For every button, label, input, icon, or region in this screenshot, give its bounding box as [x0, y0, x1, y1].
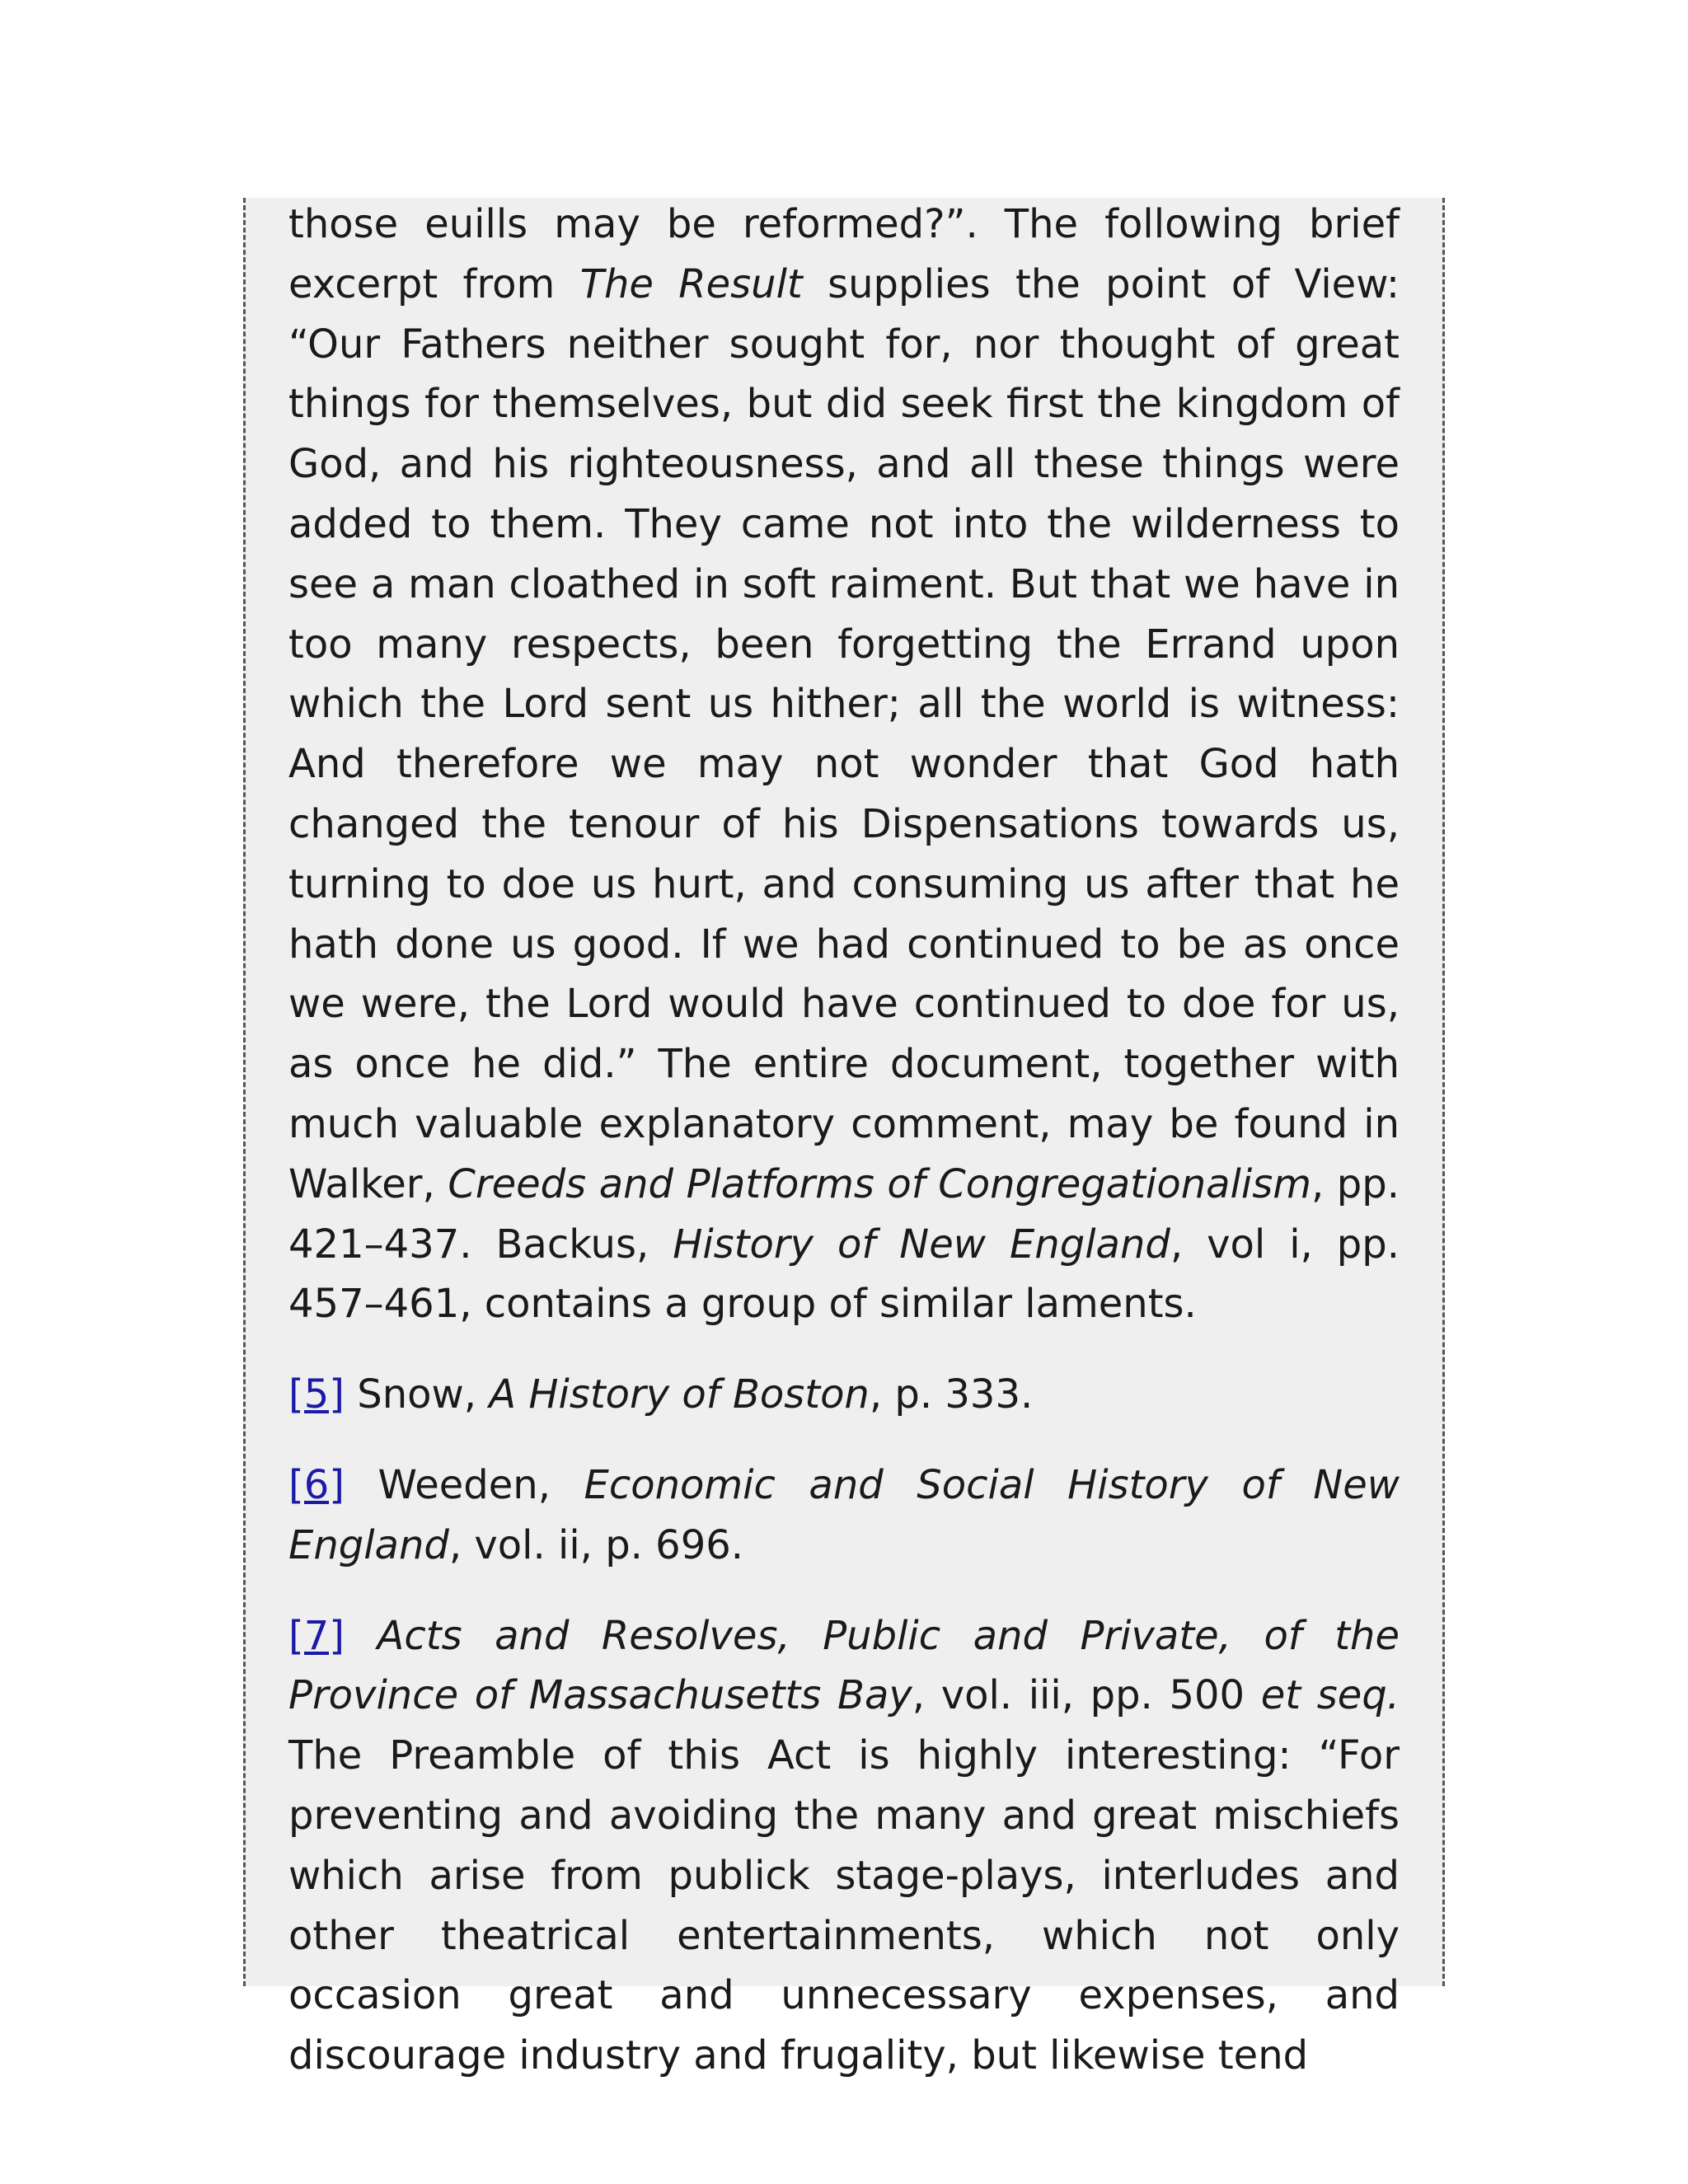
footnote-7 — [288, 1606, 1400, 2086]
footnotes-content — [288, 198, 1400, 2116]
footnote-text: , p. 333. — [869, 1371, 1034, 1418]
italic-title: A History of Boston — [489, 1371, 870, 1418]
italic-title: Acts and Resolves, Public and Private, of the Province of Massachusetts Bay — [288, 1612, 1400, 1719]
footnote-text: supplies the point of View: “Our Fathers neither sought for, nor thought of great things for themselves, but did seek first the kingdom of God, and his righteousness, and all these things were added to them. They came not into the wilderness to see a man cloathed in soft raiment. But that we have in too many respects, been forgetting the Errand upon which the Lord sent us hither; all the world is witness: And therefore we may not wonder that God hath changed the tenour of his Dispensations towards us, turning to doe us hurt, and consuming us after that he hath done us good. If we had continued to be as once we were, the Lord would have continued to doe for us, as once he did.” The entire document, together with much valuable explanatory comment, may be found in Walker, — [288, 260, 1400, 1207]
footnote-text: Snow, — [345, 1371, 490, 1418]
footnote-5 — [288, 1365, 1400, 1425]
footnote-6-link[interactable]: [6] — [288, 1461, 345, 1508]
italic-title: Creeds and Platforms of Congregationalism — [448, 1160, 1311, 1207]
footnote-text — [345, 1613, 377, 1659]
footnote-text: those euills may be reformed?”. The following brief excerpt from — [288, 201, 1400, 307]
italic-title: Economic and Social History of New England — [288, 1461, 1400, 1568]
italic-term: et seq. — [1260, 1672, 1400, 1719]
footnote-5-link[interactable]: [5] — [288, 1371, 345, 1418]
footnote-6 — [288, 1455, 1400, 1576]
footnote-text: Weeden, — [345, 1461, 584, 1508]
footnote-text: , pp. 421–437. Backus, — [288, 1160, 1400, 1268]
footnote-7-link[interactable]: [7] — [288, 1612, 345, 1659]
footnote-text: , vol. iii, pp. 500 — [912, 1672, 1261, 1719]
footnote-text: , vol i, pp. 457–461, contains a group of similar laments. — [288, 1221, 1400, 1328]
footnote-continuation — [288, 194, 1400, 1334]
italic-title: History of New England — [673, 1221, 1170, 1268]
footnote-text: , vol. ii, p. 696. — [448, 1521, 744, 1568]
footnotes-panel — [243, 198, 1445, 2079]
footnote-text: The Preamble of this Act is highly interesting: “For preventing and avoiding the many and great mischiefs which arise from publick stage-plays, interludes and other theatrical entertainments, which not only occasion great and unnecessary expenses, and discourage industry and frugality, but likewise tend — [288, 1732, 1400, 2079]
italic-title: The Result — [579, 260, 803, 307]
